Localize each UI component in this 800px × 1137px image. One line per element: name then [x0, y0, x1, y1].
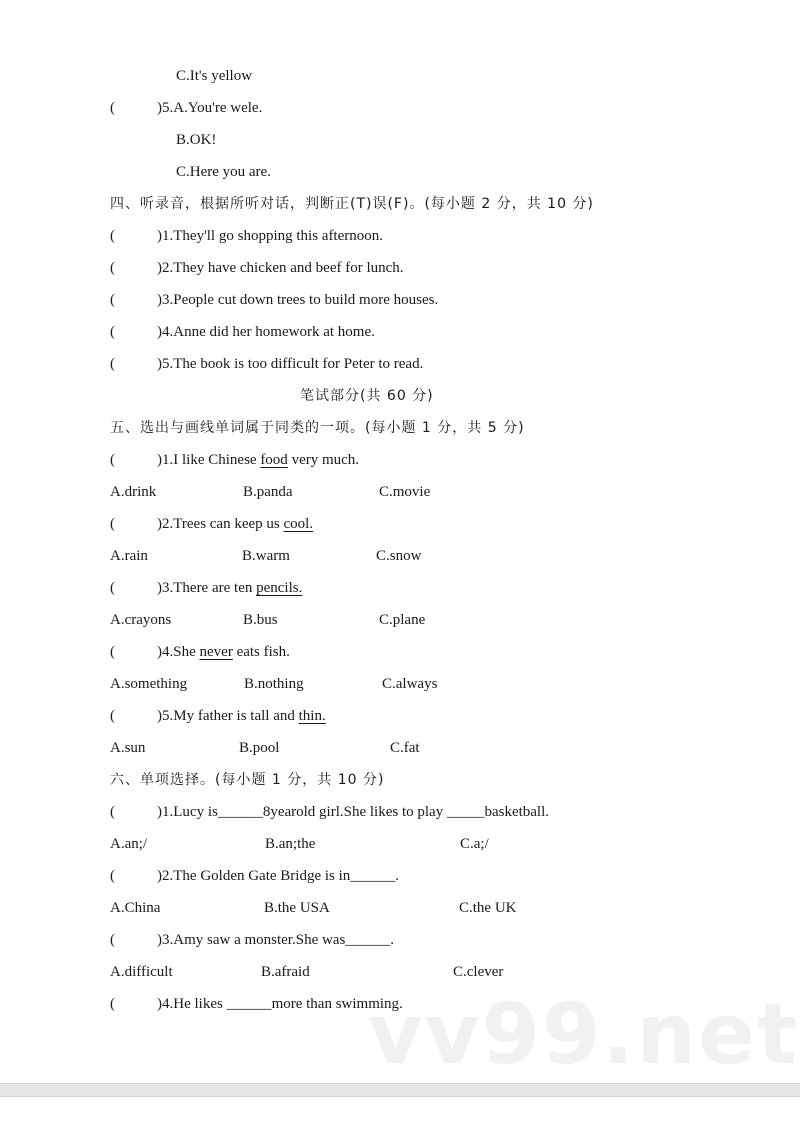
underlined-word: thin. [298, 708, 326, 724]
question-text [157, 579, 302, 597]
question-prefix: )4.She [157, 644, 200, 660]
question-prefix: )4.He likes ______more than swimming. [157, 996, 403, 1012]
answer-option: C.the UK [459, 900, 517, 916]
question-text [157, 515, 313, 533]
question-prefix: )2.Trees can keep us [157, 516, 284, 532]
part-title: 笔试部分(共 60 分) [300, 388, 434, 404]
answer-option: C.a;/ [460, 836, 489, 852]
answer-bracket: ( [110, 228, 115, 244]
question-text [157, 707, 326, 725]
answer-option: B.an;the [265, 836, 316, 852]
underlined-word: cool. [283, 516, 314, 532]
answer-option: A.crayons [110, 612, 172, 628]
section-heading: 四、听录音，根据所听对话，判断正(T)误(F)。(每小题 2 分，共 10 分) [110, 196, 594, 212]
question-prefix: )5.My father is tall and [157, 708, 299, 724]
question-text [157, 931, 394, 949]
answer-option: A.something [110, 676, 188, 692]
answer-option: B.warm [242, 548, 290, 564]
question-prefix: )1.I like Chinese [157, 452, 261, 468]
answer-bracket: ( [110, 452, 115, 468]
answer-bracket: ( [110, 516, 115, 532]
section-heading: 五、选出与画线单词属于同类的一项。(每小题 1 分，共 5 分) [110, 420, 525, 436]
answer-option: A.difficult [110, 964, 173, 980]
question-prefix: )4.Anne did her homework at home. [157, 324, 375, 340]
answer-option: A.drink [110, 484, 157, 500]
question-text [157, 323, 375, 341]
answer-bracket: ( [110, 932, 115, 948]
question-suffix: eats fish. [232, 644, 290, 660]
answer-option: C.clever [453, 964, 504, 980]
question-text [157, 291, 438, 309]
answer-option: B.panda [243, 484, 293, 500]
question-prefix: )2.The Golden Gate Bridge is in______. [157, 868, 400, 884]
answer-bracket: ( [110, 260, 115, 276]
underlined-word: never [199, 644, 233, 660]
question-prefix: )3.There are ten [157, 580, 257, 596]
answer-bracket: ( [110, 996, 115, 1012]
answer-option: C.fat [390, 740, 420, 756]
question-text [157, 867, 399, 885]
question-prefix: )1.They'll go shopping this afternoon. [157, 228, 384, 244]
answer-bracket: ( [110, 708, 115, 724]
answer-option: A.rain [110, 548, 148, 564]
answer-option: C.It's yellow [176, 68, 253, 84]
answer-option: A.sun [110, 740, 146, 756]
answer-bracket: ( [110, 100, 115, 116]
answer-option: C.snow [376, 548, 422, 564]
answer-option: B.nothing [244, 676, 304, 692]
answer-option: A.an;/ [110, 836, 148, 852]
question-text [157, 643, 290, 661]
answer-option: B.the USA [264, 900, 330, 916]
question-text [157, 803, 549, 821]
answer-bracket: ( [110, 868, 115, 884]
answer-option: B.afraid [261, 964, 310, 980]
question-text [157, 99, 262, 117]
answer-bracket: ( [110, 644, 115, 660]
question-prefix: )3.People cut down trees to build more houses. [157, 292, 439, 308]
question-prefix: )5.A.You're wele. [157, 100, 263, 116]
question-text [157, 259, 404, 277]
answer-option: B.OK! [176, 132, 217, 148]
question-suffix: very much. [287, 452, 360, 468]
question-text [157, 995, 403, 1013]
answer-option: B.bus [243, 612, 278, 628]
underlined-word: pencils. [256, 580, 303, 596]
answer-option: C.Here you are. [176, 164, 271, 180]
question-text [157, 451, 359, 469]
underlined-word: food [260, 452, 288, 468]
watermark: vv99.net [368, 985, 800, 1083]
answer-bracket: ( [110, 292, 115, 308]
answer-option: C.always [382, 676, 438, 692]
answer-option: C.movie [379, 484, 431, 500]
answer-option: B.pool [239, 740, 280, 756]
answer-option: A.China [110, 900, 161, 916]
question-prefix: )2.They have chicken and beef for lunch. [157, 260, 404, 276]
page-separator [0, 1083, 800, 1097]
question-text [157, 355, 423, 373]
question-prefix: )1.Lucy is______8yearold girl.She likes to play _____basketball. [157, 804, 550, 820]
answer-option: C.plane [379, 612, 426, 628]
answer-bracket: ( [110, 356, 115, 372]
answer-bracket: ( [110, 580, 115, 596]
question-prefix: )3.Amy saw a monster.She was______. [157, 932, 395, 948]
question-text [157, 227, 383, 245]
answer-bracket: ( [110, 324, 115, 340]
answer-bracket: ( [110, 804, 115, 820]
question-prefix: )5.The book is too difficult for Peter to read. [157, 356, 424, 372]
section-heading: 六、单项选择。(每小题 1 分，共 10 分) [110, 772, 385, 788]
